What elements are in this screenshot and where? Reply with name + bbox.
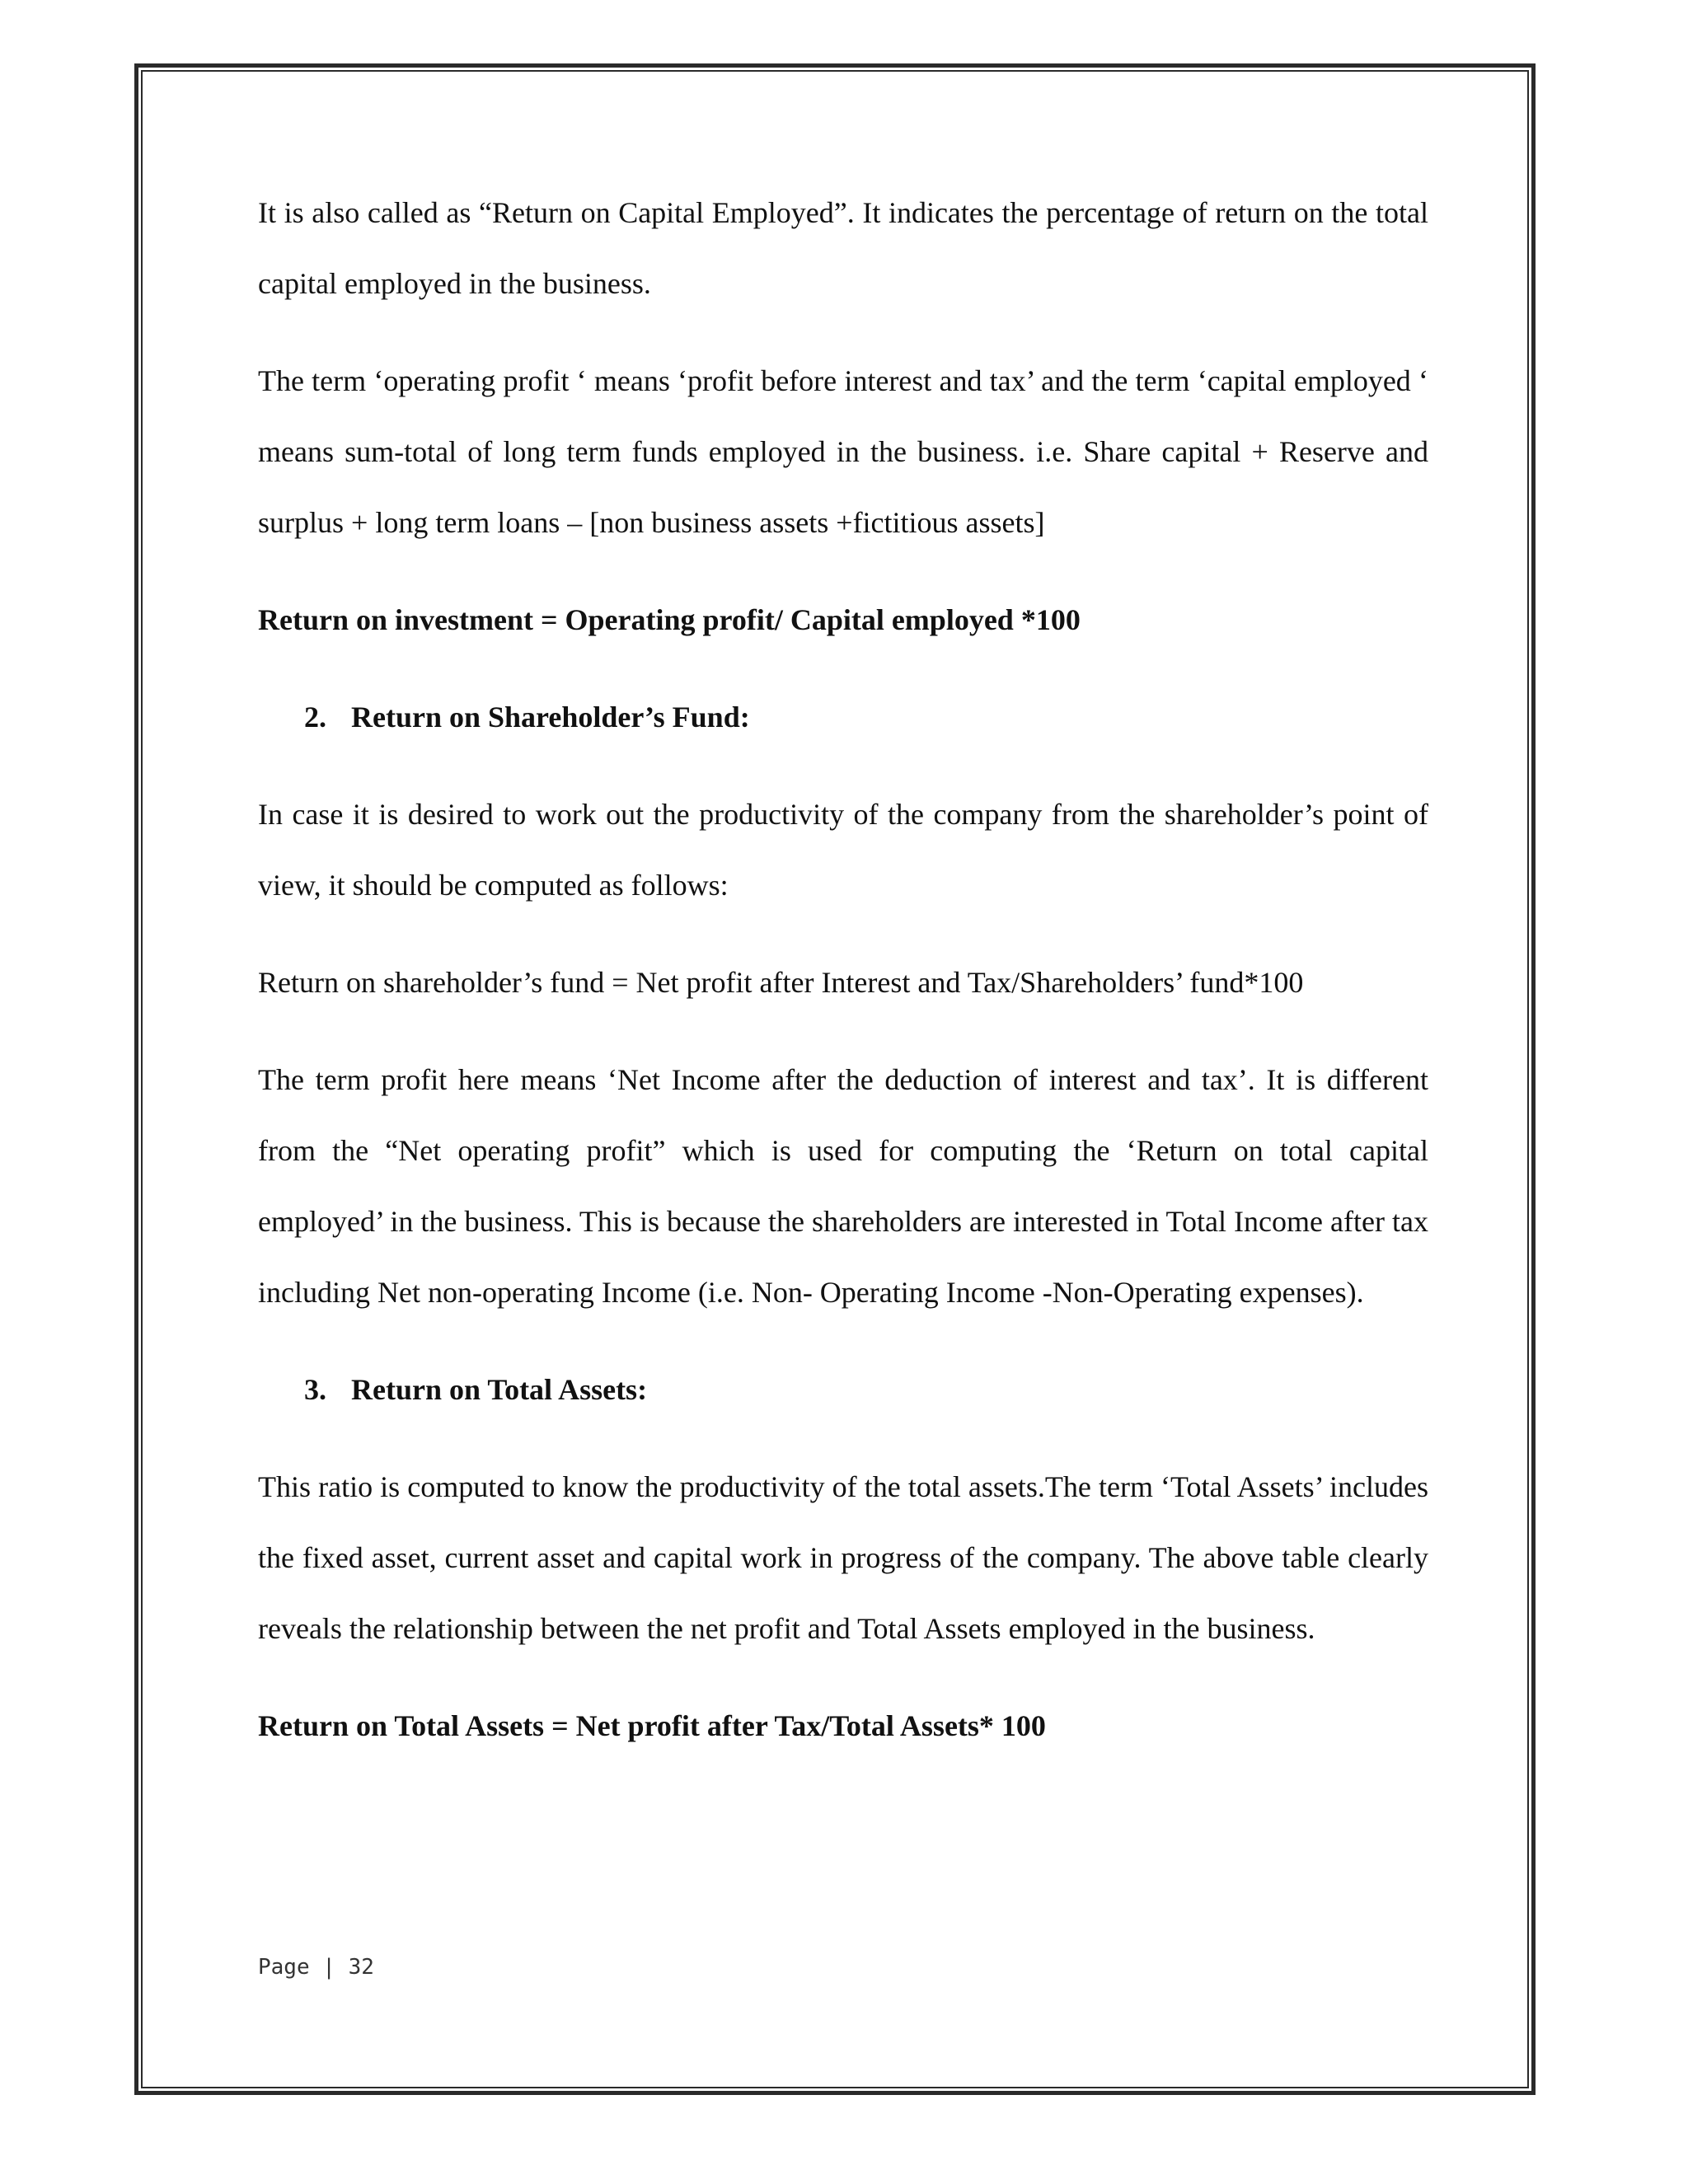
page-number-footer: Page | 32 (258, 1955, 374, 1980)
operating-profit-definition: The term ‘operating profit ‘ means ‘profit before interest and tax’ and the term ‘capital employed ‘ means sum-total of long term funds employed in the business. i.e. Share capital + Reserve and surplus + long term loans – [non business assets +fictitious assets] (258, 364, 1428, 539)
section-number: 2. (304, 701, 326, 733)
section-title: Return on Shareholder’s Fund: (351, 701, 750, 733)
return-on-total-assets-formula: Return on Total Assets = Net profit after Tax/Total Assets* 100 (258, 1709, 1046, 1742)
profit-term-explanation: The term profit here means ‘Net Income after the deduction of interest and tax’. It is different from the “Net operating profit” which is used for computing the ‘Return on total capital employed’ in the business. This is because the shareholders are interested in Total Income after tax including Net non-operating Income (i.e. Non- Operating Income -Non-Operating expenses). (258, 1063, 1428, 1309)
section-heading-total-assets (258, 1354, 1428, 1425)
intro-paragraph: It is also called as “Return on Capital Employed”. It indicates the percentage of return on the total capital employed in the business. (258, 196, 1428, 300)
section-heading-shareholders-fund (258, 682, 1428, 752)
section-number: 3. (304, 1373, 326, 1406)
return-on-investment-formula: Return on investment = Operating profit/ Capital employed *100 (258, 603, 1081, 636)
page-content (258, 177, 1428, 1788)
total-assets-explanation: This ratio is computed to know the productivity of the total assets.The term ‘Total Assets’ includes the fixed asset, current asset and capital work in progress of the company. The above table clearly reveals the relationship between the net profit and Total Assets employed in the business. (258, 1470, 1428, 1645)
shareholders-fund-intro: In case it is desired to work out the productivity of the company from the shareholder’s point of view, it should be computed as follows: (258, 798, 1428, 902)
return-on-shareholders-fund-formula: Return on shareholder’s fund = Net profit after Interest and Tax/Shareholders’ fund*100 (258, 966, 1304, 999)
section-title: Return on Total Assets: (351, 1373, 648, 1406)
